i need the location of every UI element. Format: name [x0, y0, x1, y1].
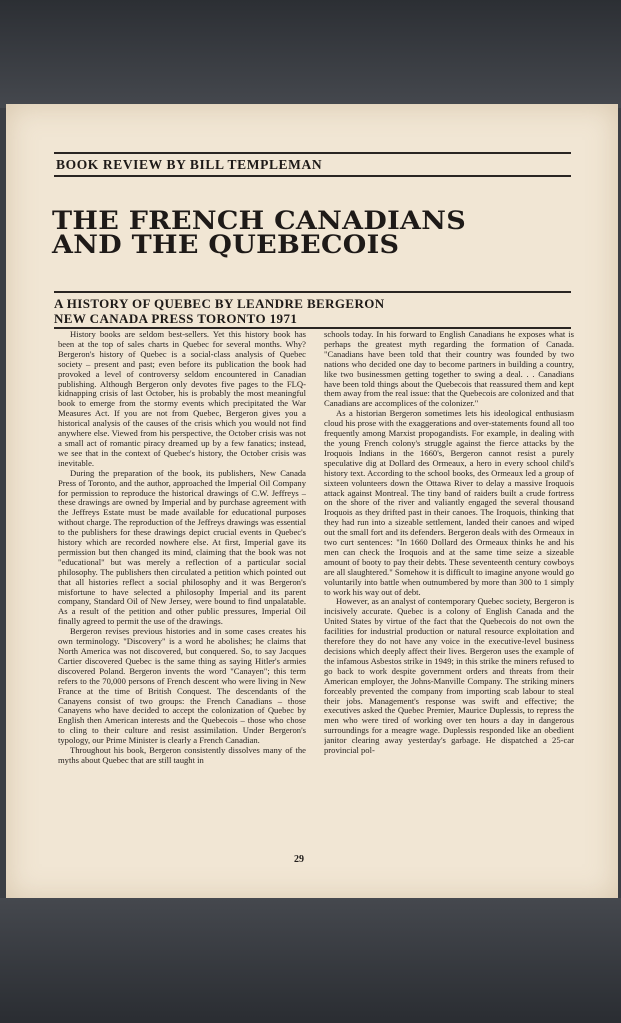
page-number: 29	[294, 854, 304, 865]
header-rule-bottom	[54, 175, 571, 177]
article-title-line-1: THE FRENCH CANADIANS	[52, 206, 467, 236]
article-title	[52, 206, 467, 260]
right-column	[324, 330, 574, 852]
book-details-line-2: NEW CANADA PRESS TORONTO 1971	[54, 311, 298, 326]
magazine-page	[6, 104, 618, 900]
review-header: BOOK REVIEW BY BILL TEMPLEMAN	[56, 157, 323, 172]
left-column	[58, 330, 306, 850]
left-paragraph-3: Bergeron revises previous histories and in some cases creates his own terminology. "Discovery" is a word he abolishes; he claims that North America was not discovered, but conquered. So, to say Jacques Cartier discovered Quebec is the same thing as saying Hitler's armies discovered Poland. Bergeron invents the word "Canayen"; this term refers to the 70,000 persons of French descent who were living in New France at the time of British Conquest. The descendants of the Canayens consist of two groups: the French Canadians – those Canayens who have decided to accept the colonization of Quebec by English then American interests and the Quebecois – those who chose to cling to their culture and resist assimilation. Under Bergeron's typology, our Prime Minister is clearly a French Canadian.	[58, 626, 306, 746]
article-title-line-2: AND THE QUEBECOIS	[52, 230, 400, 260]
right-paragraph-2: As a historian Bergeron sometimes lets his ideological enthusiasm cloud his prose with the exaggerations and over-statements found all too frequently among Marxist propogandists. For example, in dealing with the young French colony's struggle against the fierce attacks by the Iroquois Indians in the 1660's, Bergeron cannot resist a purely speculative dig at Dollard des Ormeaux, a hero in every school child's history text. According to the school books, des Ormeaux led a group of sixteen volunteers down the Ottawa River to delay a massive Iroquois attack against Montreal. The tiny band of raiders built a crude fortress on the shore of the river and valiantly engaged the several thousand Iroquois as they drifted past in their canoes. The Iroquois, thinking that they had run into a sizeable settlement, landed their canoes and wiped out the small fort and its defenders. Bergeron deals with des Ormeaux in two curt sentences: "In 1660 Dollard des Ormeaux thinks he and his men can check the Iroquois and at the same time seize a sizeable amount of booty to pay their debts. These seventeenth century cowboys are all slaughtered." Somehow it is difficult to imagine anyone would go voluntarily into battle when outnumbered by more than 300 to 1 simply to work his way out of debt.	[324, 408, 574, 597]
scan-background-top	[0, 0, 621, 108]
book-details	[54, 296, 385, 326]
right-paragraph-3: However, as an analyst of contemporary Quebec society, Bergeron is incisively accurate. Quebec is a colony of English Canada and the United States by virtue of the fact that the Quebecois do not own the facilities for industrial production or natural resource exploitation and therefore they do not have any voice in the executive-level business decisions which deeply affect their lives. Bergeron uses the example of the infamous Asbestos strike in 1949; in this strike the miners refused to go back to work despite government orders and threats from their American employer, the Johns-Manville Company. The striking miners forceably prevented the company from importing scab labour to steal their jobs. Management's response was swift and effective; the executives asked the Quebec Premier, Maurice Duplessis, to repress the men who were tired of working over ten hours a day in dangerous surroundings for a meagre wage. Duplessis responded like an obedient janitor clearing away yesterday's garbage. He dispatched a 25-car provincial pol-	[324, 596, 574, 756]
book-details-line-1: A HISTORY OF QUEBEC BY LEANDRE BERGERON	[54, 296, 385, 311]
left-paragraph-4: Throughout his book, Bergeron consistently dissolves many of the myths about Quebec that are still taught in	[58, 745, 306, 765]
right-paragraph-1: schools today. In his forward to English Canadians he exposes what is perhaps the greatest myth regarding the formation of Canada. "Canadians have been told that their country was founded by two nations who decided one day to become partners in building a country, like two businessmen getting together to swing a deal. . . Canadians have been told things about the Quebecois that reassured them and kept them away from the real issue: that the Quebecois are colonized and that Canadians are accomplices of the colonizer."	[324, 330, 574, 409]
subtitle-rule-top	[54, 291, 571, 293]
scan-background-bottom	[0, 898, 621, 1023]
subtitle-rule-bottom	[54, 327, 571, 329]
left-paragraph-1: History books are seldom best-sellers. Yet this history book has been at the top of sales charts in Quebec for several months. Why? Bergeron's history of Quebec is a social-class analysis of Quebec society – present and past; even before its publication the book had provoked a level of controversy seldom encountered in Canadian publishing. Although Bergeron only devotes five pages to the FLQ-kidnapping crisis of last October, his is probably the most meaningful book to emerge from the stormy events which precipitated the War Measures Act. If you are not from Quebec, Bergeron gives you a historical analysis of the causes of the crisis which you would not find anywhere else. Viewed from his perspective, the October crisis was not a small act of romantic piracy dreamed up by a few fanatics; instead, we see that in the context of Quebec's history, the October crisis was inevitable.	[58, 330, 306, 468]
left-paragraph-2: During the preparation of the book, its publishers, New Canada Press of Toronto, and the author, approached the Imperial Oil Company for permission to reproduce the historical drawings of C.W. Jeffreys – these drawings are owned by Imperial and by purchase agreement with the Jeffreys Estate must be made available for educational purposes without charge. The reproduction of the Jeffreys drawings was essential to the publishers for these drawings depict crucial events in Quebec's history which are recorded nowhere else. At first, Imperial gave its permission but then changed its mind, claiming that the book was not "educational" but was merely a reflection of a particular social philosophy. The publishers then circulated a petition which pointed out that all histories reflect a social philosophy and it was Bergeron's misfortune to have selected a philosophy Imperial and its parent company, Standard Oil of New Jersey, were bound to find unpalatable. As a result of the petition and other public pressures, Imperial Oil finally agreed to permit the use of the drawings.	[58, 467, 306, 627]
header-rule-top	[54, 152, 571, 154]
